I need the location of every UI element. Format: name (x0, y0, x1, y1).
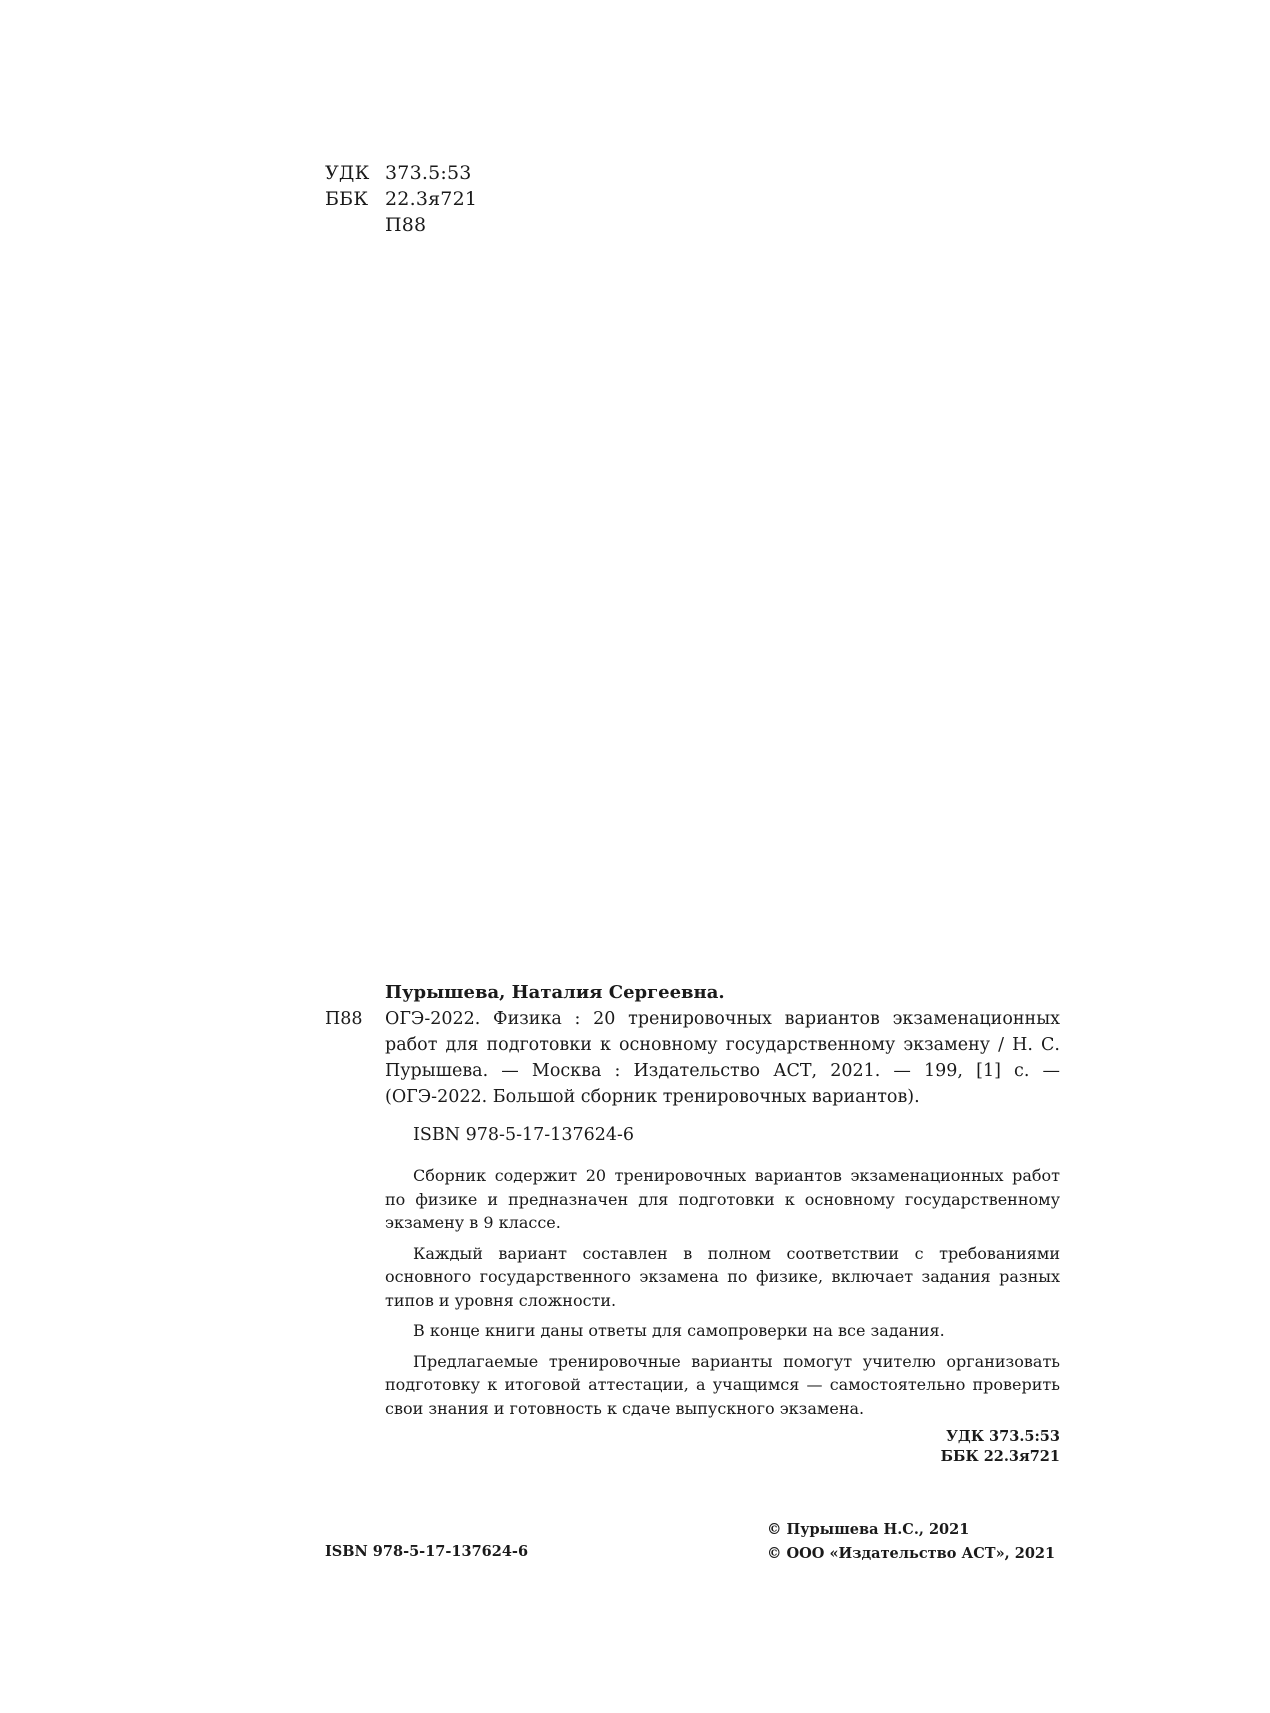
author-name: Пурышева, Наталия Сергеевна. (385, 982, 725, 1003)
bbk-value: 22.3я721 (385, 188, 478, 210)
udk-value: 373.5:53 (385, 162, 472, 184)
annotation (385, 1164, 1060, 1467)
bbk-row (325, 186, 477, 212)
annotation-paragraph: Каждый вариант составлен в полном соответствии с требованиями основного государственного экзамена по физике, включает задания разных типов и уровня сложности. (385, 1243, 1060, 1310)
annotation-codes (385, 1427, 1060, 1467)
copyright-block (767, 1518, 1055, 1566)
author-mark-key (325, 212, 385, 238)
bibliographic-description: ОГЭ-2022. Физика : 20 тренировочных вариантов экзаменационных работ для подготовки к основному государственному экзамену / Н. С. Пурышева. — Москва : Издательство АСТ, 2021. — 199, [1] с. — (ОГЭ-2022. Большой сборник тренировочных вариантов). (385, 1009, 1060, 1107)
author-mark: П88 (325, 1009, 363, 1029)
author-mark-row (325, 212, 477, 238)
copyright-publisher: © ООО «Издательство АСТ», 2021 (767, 1545, 1056, 1562)
udk-key: УДК (325, 162, 370, 184)
isbn: ISBN 978-5-17-137624-6 (413, 1125, 635, 1145)
annotation-paragraph: В конце книги даны ответы для самопроверки на все задания. (413, 1321, 945, 1340)
classification-block (325, 160, 477, 238)
footer-isbn: ISBN 978-5-17-137624-6 (325, 1543, 529, 1560)
copyright-author: © Пурышева Н.С., 2021 (767, 1521, 970, 1538)
annotation-bbk: ББК 22.3я721 (940, 1448, 1060, 1465)
bbk-key: ББК (325, 188, 369, 210)
annotation-paragraph: Предлагаемые тренировочные варианты помогут учителю организовать подготовку к итоговой аттестации, а учащимся — самостоятельно проверить свои знания и готовность к сдаче выпускного экзамена. (385, 1351, 1060, 1418)
udk-row (325, 160, 477, 186)
author-mark-value: П88 (385, 214, 427, 236)
annotation-udk: УДК 373.5:53 (946, 1428, 1060, 1445)
bibliographic-record (325, 980, 1060, 1467)
annotation-paragraph: Сборник содержит 20 тренировочных вариантов экзаменационных работ по физике и предназначен для подготовки к основному государственному экзамену в 9 классе. (385, 1166, 1060, 1232)
bibliographic-entry (325, 1006, 1060, 1110)
